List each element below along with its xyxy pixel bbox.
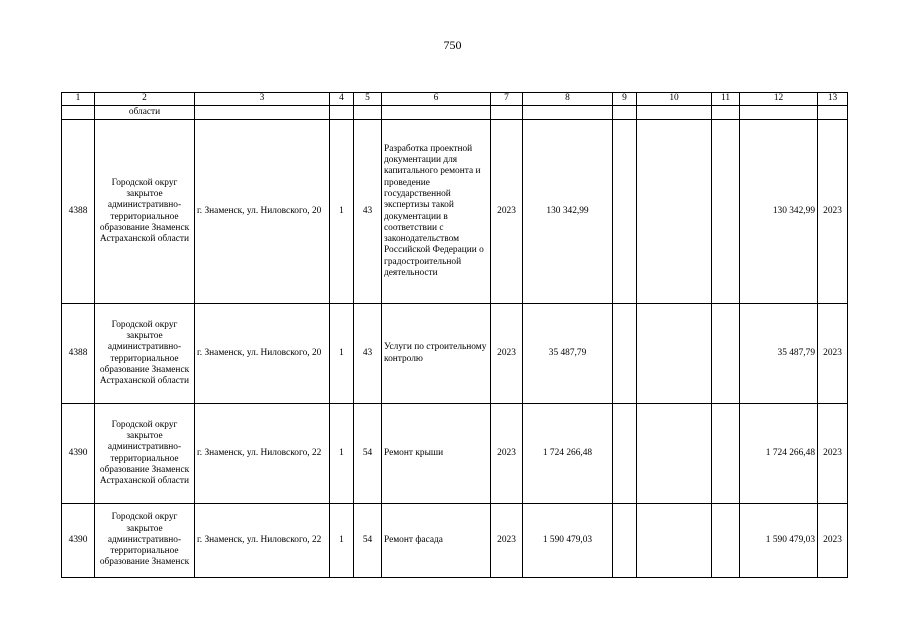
- table-row: [62, 120, 848, 304]
- cell-col5: 54: [354, 404, 382, 504]
- registry-table: [61, 92, 848, 578]
- continuation-cell: области: [95, 106, 195, 120]
- header-cell: 4: [330, 93, 354, 106]
- cell-address: г. Знаменск, ул. Ниловского, 22: [195, 404, 330, 504]
- cell-total: 1 590 479,03: [740, 504, 818, 578]
- header-cell: 2: [95, 93, 195, 106]
- cell-col9: [613, 504, 637, 578]
- cell-year: 2023: [491, 404, 523, 504]
- cell-address: г. Знаменск, ул. Ниловского, 20: [195, 120, 330, 304]
- cell-municipality: Городской округ закрытое административно-территориальное образование Знаменск Астраханской области: [95, 404, 195, 504]
- table-row: [62, 504, 848, 578]
- cell-work-type: Ремонт фасада: [382, 504, 491, 578]
- cell-total: 130 342,99: [740, 120, 818, 304]
- cell-address: г. Знаменск, ул. Ниловского, 22: [195, 504, 330, 578]
- cell-number: 4388: [62, 120, 95, 304]
- cell-end-year: 2023: [818, 404, 848, 504]
- header-cell: 1: [62, 93, 95, 106]
- cell-col4: 1: [330, 504, 354, 578]
- cell-cost: 1 590 479,03: [523, 504, 613, 578]
- cell-end-year: 2023: [818, 120, 848, 304]
- cell-col11: [712, 304, 740, 404]
- cell-col10: [637, 404, 712, 504]
- cell-col4: 1: [330, 404, 354, 504]
- cell-address: г. Знаменск, ул. Ниловского, 20: [195, 304, 330, 404]
- cell-municipality: Городской округ закрытое административно-территориальное образование Знаменск Астраханской области: [95, 304, 195, 404]
- cell-total: 35 487,79: [740, 304, 818, 404]
- cell-year: 2023: [491, 304, 523, 404]
- cell-year: 2023: [491, 120, 523, 304]
- cell-municipality: Городской округ закрытое административно-территориальное образование Знаменск: [95, 504, 195, 578]
- cell-col10: [637, 304, 712, 404]
- cell-end-year: 2023: [818, 504, 848, 578]
- cell-municipality: Городской округ закрытое административно-территориальное образование Знаменск Астраханской области: [95, 120, 195, 304]
- page-number: 750: [443, 38, 462, 52]
- header-cell: 13: [818, 93, 848, 106]
- cell-number: 4390: [62, 504, 95, 578]
- header-cell: 3: [195, 93, 330, 106]
- header-cell: 8: [523, 93, 613, 106]
- header-cell: 10: [637, 93, 712, 106]
- cell-col9: [613, 404, 637, 504]
- cell-col11: [712, 504, 740, 578]
- cell-year: 2023: [491, 504, 523, 578]
- cell-cost: 130 342,99: [523, 120, 613, 304]
- cell-work-type: Разработка проектной документации для капитального ремонта и проведение государственной экспертизы такой документации в соответствии с законодательством Российской Федерации о градостроительной деятельности: [382, 120, 491, 304]
- cell-col9: [613, 304, 637, 404]
- cell-total: 1 724 266,48: [740, 404, 818, 504]
- header-cell: 6: [382, 93, 491, 106]
- cell-cost: 35 487,79: [523, 304, 613, 404]
- header-row: [62, 93, 848, 106]
- cell-number: 4388: [62, 304, 95, 404]
- continuation-row: [62, 106, 848, 120]
- cell-number: 4390: [62, 404, 95, 504]
- cell-col11: [712, 120, 740, 304]
- cell-col5: 43: [354, 304, 382, 404]
- header-cell: 5: [354, 93, 382, 106]
- cell-col9: [613, 120, 637, 304]
- cell-end-year: 2023: [818, 304, 848, 404]
- cell-col11: [712, 404, 740, 504]
- cell-col10: [637, 120, 712, 304]
- cell-cost: 1 724 266,48: [523, 404, 613, 504]
- cell-work-type: Ремонт крыши: [382, 404, 491, 504]
- cell-work-type: Услуги по строительному контролю: [382, 304, 491, 404]
- header-cell: 7: [491, 93, 523, 106]
- cell-col4: 1: [330, 304, 354, 404]
- cell-col10: [637, 504, 712, 578]
- table-row: [62, 404, 848, 504]
- cell-col5: 43: [354, 120, 382, 304]
- cell-col4: 1: [330, 120, 354, 304]
- header-cell: 11: [712, 93, 740, 106]
- table-row: [62, 304, 848, 404]
- header-cell: 9: [613, 93, 637, 106]
- header-cell: 12: [740, 93, 818, 106]
- cell-col5: 54: [354, 504, 382, 578]
